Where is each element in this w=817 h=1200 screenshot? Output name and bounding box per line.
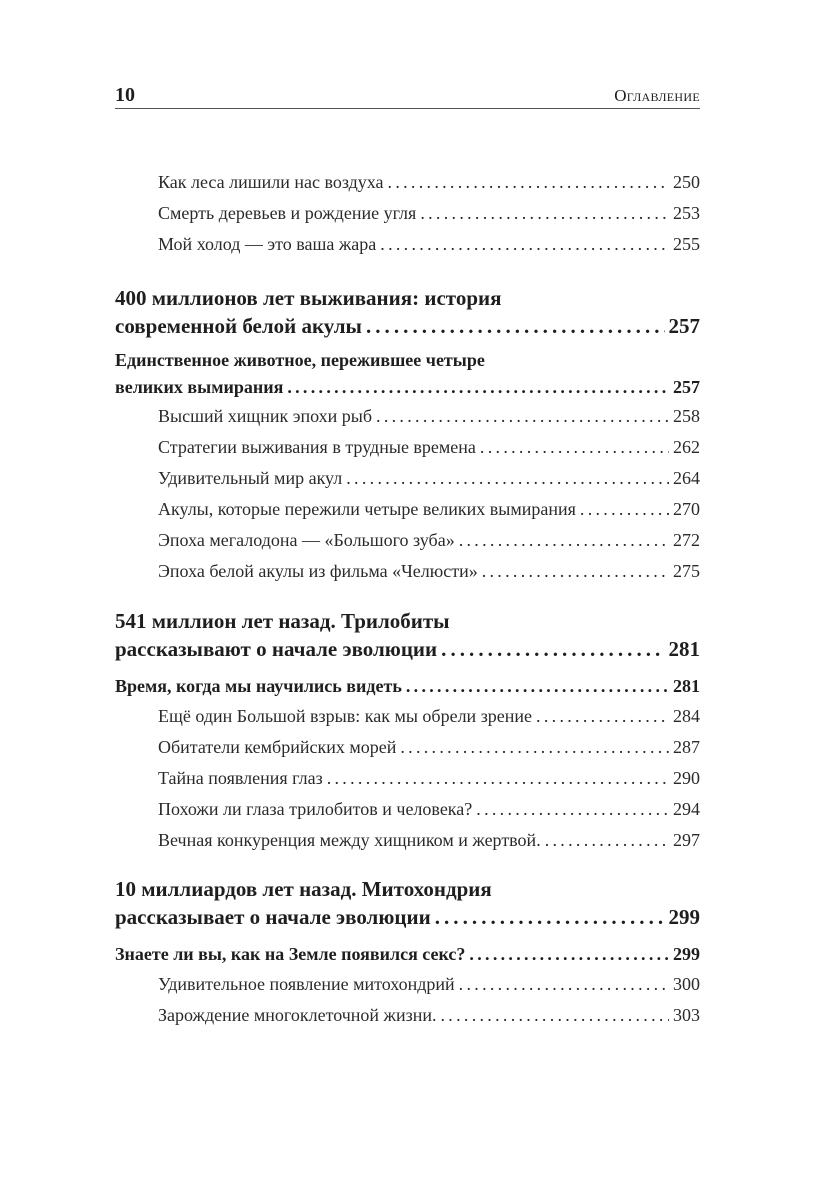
dot-leader: [476, 799, 669, 820]
dot-leader: [287, 377, 669, 398]
toc-entry-page: 281: [668, 637, 700, 661]
toc-entry-title: Акулы, которые пережили четыре великих вымирания: [158, 499, 576, 519]
toc-entry-page: 300: [673, 974, 700, 994]
dot-leader: [380, 234, 669, 255]
toc-entry-page: 250: [673, 172, 700, 192]
toc-chapter-entry[interactable]: [115, 637, 700, 662]
section-title: Время, когда мы научились видеть: [115, 676, 402, 696]
dot-leader: [420, 203, 669, 224]
chapter-title-line1: 400 миллионов лет выживания: история: [115, 286, 502, 310]
toc-entry[interactable]: [158, 974, 700, 995]
toc-entry-title: Ещё один Большой взрыв: как мы обрели зрение: [158, 706, 533, 726]
toc-entry-title: Обитатели кембрийских морей: [158, 737, 397, 757]
toc-entry-title: Эпоха мегалодона — «Большого зуба»: [158, 530, 455, 550]
chapter-title-line1: 541 миллион лет назад. Трилобиты: [115, 609, 450, 633]
toc-entry-page: 264: [673, 468, 700, 488]
toc-entry-page: 290: [673, 768, 700, 788]
section-title: Знаете ли вы, как на Земле появился секс?: [115, 944, 466, 964]
toc-entry[interactable]: [158, 406, 700, 427]
chapter-title-line2: рассказывает о начале эволюции: [115, 905, 431, 929]
toc-entry-page: 297: [673, 830, 700, 850]
toc-entry-title: Удивительное появление митохондрий: [158, 974, 455, 994]
dot-leader: [346, 468, 669, 489]
toc-entry[interactable]: [158, 768, 700, 789]
toc-entry-title: Похожи ли глаза трилобитов и человека?: [158, 799, 473, 819]
toc-entry-page: 287: [673, 737, 700, 757]
toc-entry-title: Вечная конкуренция между хищником и жертвой.: [158, 830, 541, 850]
toc-entry[interactable]: [158, 799, 700, 820]
toc-entry-page: 294: [673, 799, 700, 819]
toc-entry-page: 255: [673, 234, 700, 254]
dot-leader: [376, 406, 669, 427]
toc-entry-page: 272: [673, 530, 700, 550]
dot-leader: [536, 706, 669, 727]
dot-leader: [327, 768, 669, 789]
toc-entry[interactable]: [158, 203, 700, 224]
toc-entry-title: Удивительный мир акул: [158, 468, 343, 488]
toc-entry-page: 253: [673, 203, 700, 223]
toc-entry-title: Зарождение многоклеточной жизни.: [158, 1005, 437, 1025]
dot-leader: [459, 530, 669, 551]
chapter-title-line1: 10 миллиардов лет назад. Митохондрия: [115, 877, 492, 901]
toc-section-entry[interactable]: [115, 377, 700, 398]
toc-entry[interactable]: [158, 234, 700, 255]
chapter-title-line2: рассказывают о начале эволюции: [115, 637, 438, 661]
toc-entry-title: Смерть деревьев и рождение угля: [158, 203, 417, 223]
dot-leader: [459, 974, 669, 995]
toc-entry[interactable]: [158, 499, 700, 520]
toc-entry[interactable]: [158, 468, 700, 489]
chapter-title-line2: современной белой акулы: [115, 314, 362, 338]
page-number: 10: [115, 84, 135, 106]
toc-entry-title: Эпоха белой акулы из фильма «Челюсти»: [158, 561, 478, 581]
toc-entry-page: 299: [673, 944, 700, 964]
dot-leader: [406, 676, 669, 697]
toc-entry[interactable]: [158, 737, 700, 758]
toc-entry[interactable]: [158, 172, 700, 193]
toc-entry-page: 275: [673, 561, 700, 581]
dot-leader: [400, 737, 669, 758]
toc-entry-title: Как леса лишили нас воздуха: [158, 172, 384, 192]
toc-section-entry[interactable]: [115, 944, 700, 965]
toc-entry-title: Мой холод — это ваша жара: [158, 234, 377, 254]
toc-entry[interactable]: [158, 561, 700, 582]
toc-entry-title: Тайна появления глаз: [158, 768, 323, 788]
toc-entry[interactable]: [158, 706, 700, 727]
section-title-line2: великих вымирания: [115, 377, 284, 397]
dot-leader: [482, 561, 669, 582]
toc-entry[interactable]: [158, 1005, 700, 1026]
dot-leader: [435, 905, 665, 930]
toc-entry[interactable]: [158, 530, 700, 551]
dot-leader: [366, 314, 665, 339]
running-head: Оглавление: [614, 86, 700, 105]
dot-leader: [545, 830, 669, 851]
toc-entry-page: 257: [668, 314, 700, 338]
toc-section-entry[interactable]: [115, 676, 700, 697]
toc-chapter-entry[interactable]: [115, 314, 700, 339]
page-header: [115, 84, 700, 109]
toc-entry-page: 281: [673, 676, 700, 696]
toc-entry[interactable]: [158, 830, 700, 851]
toc-chapter-entry[interactable]: [115, 905, 700, 930]
toc-entry-title: Высший хищник эпохи рыб: [158, 406, 373, 426]
toc-entry-page: 299: [668, 905, 700, 929]
dot-leader: [469, 944, 669, 965]
dot-leader: [580, 499, 669, 520]
toc-entry-page: 257: [673, 377, 700, 397]
dot-leader: [388, 172, 669, 193]
toc-entry[interactable]: [158, 437, 700, 458]
toc-entry-page: 303: [673, 1005, 700, 1025]
dot-leader: [480, 437, 669, 458]
section-title-line1: Единственное животное, пережившее четыре: [115, 350, 485, 370]
toc-entry-title: Стратегии выживания в трудные времена: [158, 437, 476, 457]
toc-entry-page: 270: [673, 499, 700, 519]
dot-leader: [441, 1005, 670, 1026]
toc-entry-page: 258: [673, 406, 700, 426]
toc-entry-page: 284: [673, 706, 700, 726]
toc-entry-page: 262: [673, 437, 700, 457]
dot-leader: [441, 637, 664, 662]
